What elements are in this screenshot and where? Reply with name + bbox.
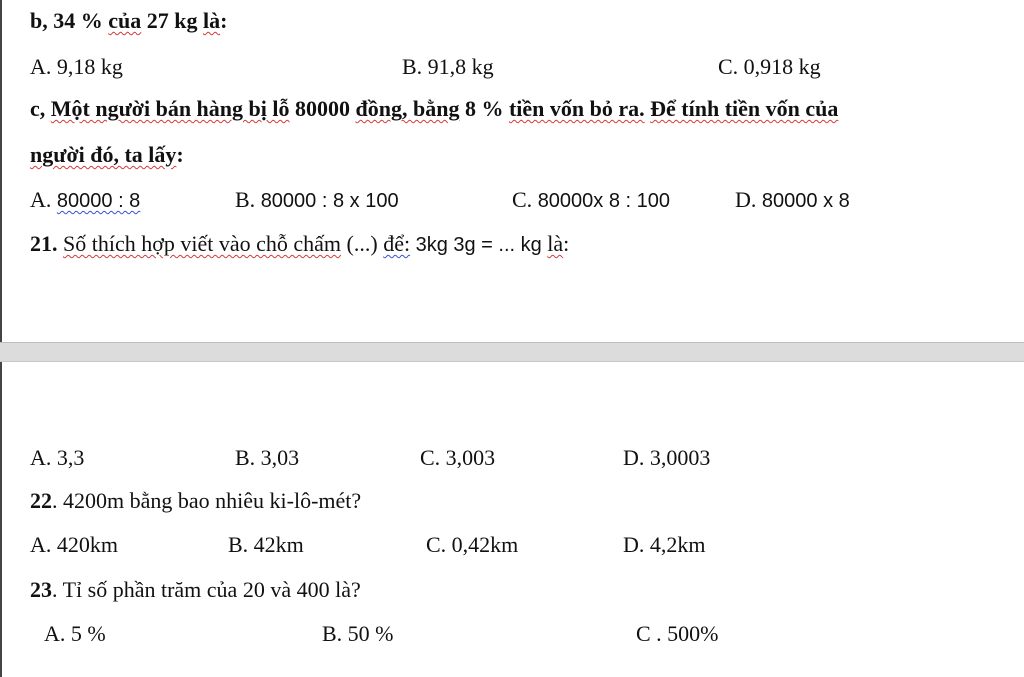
question-23-stem [30, 577, 361, 603]
option-c-a[interactable]: A. 80000 : 8 [30, 187, 141, 212]
question-c-colon: : [176, 142, 184, 167]
question-c-label: c, [30, 96, 46, 121]
option-b-c[interactable]: C. 0,918 kg [718, 54, 821, 79]
question-21-colon: : [563, 231, 570, 256]
option-c-d-expression: 80000 x 8 [761, 190, 850, 212]
question-23-number: 23 [30, 577, 52, 602]
question-22-text: . 4200m bằng bao nhiêu ki-lô-mét? [52, 488, 362, 513]
question-b-word: của [108, 8, 142, 33]
question-21-text-b: (...) [346, 231, 378, 256]
option-c-b[interactable]: B. 80000 : 8 x 100 [235, 187, 399, 212]
option-21-d[interactable]: D. 3,0003 [623, 445, 711, 470]
question-22-number: 22 [30, 488, 52, 513]
question-21-text-d: 3kg 3g = ... kg [415, 234, 542, 256]
option-22-a[interactable]: A. 420km [30, 532, 118, 557]
option-23-b[interactable]: B. 50 % [322, 621, 394, 646]
option-23-a[interactable]: A. 5 % [44, 621, 106, 646]
question-c-stem-line1 [30, 96, 838, 122]
option-22-c[interactable]: C. 0,42km [426, 532, 519, 557]
option-c-b-expression: 80000 : 8 x 100 [260, 190, 399, 212]
option-21-c[interactable]: C. 3,003 [420, 445, 496, 470]
question-21-text-a: Số thích hợp viết vào chỗ chấm [63, 231, 342, 256]
question-c-part-c: đồng, bằng [355, 96, 460, 121]
question-21-text-e: là [547, 231, 564, 256]
question-c-part-a: Một người bán hàng bị lỗ [50, 96, 290, 121]
option-c-a-expression: 80000 : 8 [56, 190, 141, 212]
question-c-part-f: Để tính tiền vốn của [650, 96, 839, 121]
page-break-gap [0, 342, 1024, 362]
question-22-stem [30, 488, 361, 514]
question-c-part-e: tiền vốn bỏ ra. [508, 96, 645, 121]
question-21-number: 21. [30, 231, 58, 256]
document-page-bottom [0, 362, 1024, 677]
question-23-text: . Tỉ số phần trăm của 20 và 400 là? [52, 577, 361, 602]
option-21-a[interactable]: A. 3,3 [30, 445, 85, 470]
question-c-part-d: 8 % [464, 96, 504, 121]
question-b-percent: 34 % [53, 8, 103, 33]
question-b-mass: 27 kg [146, 8, 198, 33]
question-21-stem [30, 231, 569, 258]
question-c-part-b: 80000 [295, 96, 350, 121]
question-21-text-c: để: [383, 231, 411, 256]
option-b-b[interactable]: B. 91,8 kg [402, 54, 494, 79]
question-b-colon: : [220, 8, 228, 33]
question-c-stem-line2 [30, 142, 184, 168]
question-b-label: b, [30, 8, 48, 33]
option-23-c[interactable]: C . 500% [636, 621, 719, 646]
option-c-c[interactable]: C. 80000x 8 : 100 [512, 187, 671, 212]
option-c-c-expression: 80000x 8 : 100 [537, 190, 671, 212]
option-21-b[interactable]: B. 3,03 [235, 445, 300, 470]
option-c-d[interactable]: D. 80000 x 8 [735, 187, 850, 212]
question-b-word2: là [203, 8, 221, 33]
question-c-part-g: người đó, ta lấy [30, 142, 177, 167]
question-b-stem [30, 8, 227, 34]
option-22-d[interactable]: D. 4,2km [623, 532, 706, 557]
option-22-b[interactable]: B. 42km [228, 532, 304, 557]
option-b-a[interactable]: A. 9,18 kg [30, 54, 123, 79]
